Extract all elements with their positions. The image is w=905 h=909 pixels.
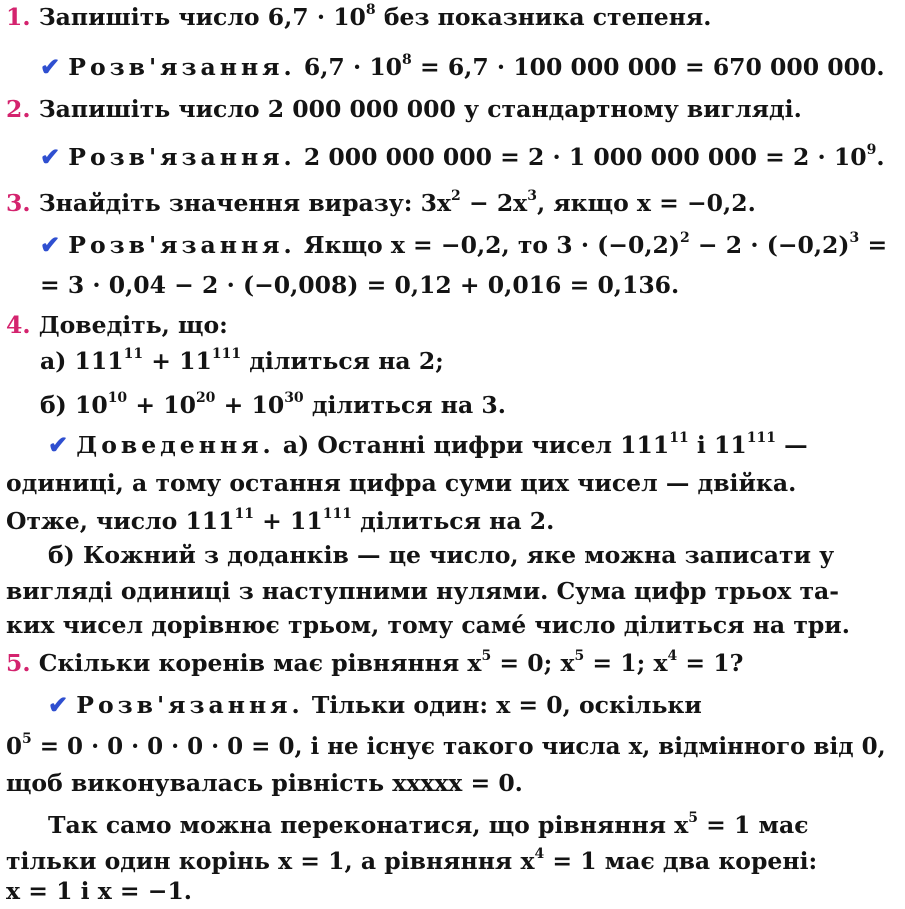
task-number: 1. xyxy=(6,3,31,31)
task-4-proof-b-line-3: ких чисел дорівнює трьом, тому самé число ділиться на три. xyxy=(6,611,850,639)
task-number: 4. xyxy=(6,311,31,339)
checkmark-icon: ✔ xyxy=(40,142,61,171)
task-1-solution: ✔ Розв'язання. $6,7 \cdot 10^8 = 6,7 \cdot 100$ 000 000 = 670 000 000. xyxy=(40,52,885,81)
task-3-solution: ✔ Розв'язання. Якщо x = −0,2, то $3 \cdot (-0,2)^2 - 2 \cdot (-0,2)^3$ = xyxy=(40,230,888,259)
task-4-proof-line-3: Отже, число $111^{11} + 11^{111}$ ділиться на 2. xyxy=(6,506,555,535)
task-1-statement: 1. Запишіть число $6,7 \cdot 10^8$ без показника степеня. xyxy=(6,2,712,31)
task-number: 2. xyxy=(6,95,31,123)
task-4-proof-b-line-2: вигляді одиниці з наступними нулями. Сума цифр трьох та- xyxy=(6,577,839,605)
solution-keyword: Розв'язання. xyxy=(76,691,304,719)
proof-keyword: Доведення. xyxy=(76,431,275,459)
task-2-solution: ✔ Розв'язання. 2 000 000 000 = 2 · 1 000 000 $000 = 2 \cdot 10^9$. xyxy=(40,142,885,171)
task-text: Запишіть число 6,7 · 10 xyxy=(38,3,366,31)
task-5-statement: 5. Скільки коренів має рівняння $x^5 = 0$; $x^5 = 1$; $x^4 = 1$? xyxy=(6,648,744,677)
task-2-statement: 2. Запишіть число 2 000 000 000 у стандартному вигляді. xyxy=(6,95,802,123)
task-3-statement: 3. Знайдіть значення виразу: $3x^2 - 2x^3$, якщо x = −0,2. xyxy=(6,188,756,217)
task-4-proof-line-1: ✔ Доведення. а) Останні цифри чисел $111^{11}$ і $11^{111}$ — xyxy=(48,430,808,459)
solution-keyword: Розв'язання. xyxy=(68,53,296,81)
task-number: 5. xyxy=(6,649,31,677)
task-5-solution-line-2: $0^5 = 0 \cdot 0 \cdot 0 \cdot 0 \cdot 0 = 0$, і не існує такого числа x, відмінного від 0, xyxy=(6,731,886,760)
task-5-paragraph-line-1: Так само можна переконатися, що рівняння $x^5 = 1$ має xyxy=(48,810,809,839)
task-4-part-b: б) $10^{10} + 10^{20} + 10^{30}$ ділиться на 3. xyxy=(40,390,506,419)
task-4-statement: 4. Доведіть, що: xyxy=(6,311,228,339)
task-5-solution-line-1: ✔ Розв'язання. Тільки один: x = 0, оскільки xyxy=(48,690,702,719)
checkmark-icon: ✔ xyxy=(40,52,61,81)
task-4-part-a: а) $111^{11} + 11^{111}$ ділиться на 2; xyxy=(40,346,444,375)
task-number: 3. xyxy=(6,189,31,217)
task-3-solution-continued: = 3 · 0,04 − 2 · (−0,008) = 0,12 + 0,016 = 0,136. xyxy=(40,271,680,299)
checkmark-icon: ✔ xyxy=(40,230,61,259)
solution-keyword: Розв'язання. xyxy=(68,143,296,171)
checkmark-icon: ✔ xyxy=(48,430,69,459)
task-5-paragraph-line-3: x = 1 і x = −1. xyxy=(6,877,192,905)
task-4-proof-b-line-1: б) Кожний з доданків — це число, яке можна записати у xyxy=(48,541,835,569)
task-5-solution-line-3: щоб виконувалась рівність xxxxx = 0. xyxy=(6,769,523,797)
task-4-proof-line-2: одиниці, а тому остання цифра суми цих чисел — двійка. xyxy=(6,469,797,497)
checkmark-icon: ✔ xyxy=(48,690,69,719)
task-5-paragraph-line-2: тільки один корінь x = 1, а рівняння $x^4 = 1$ має два корені: xyxy=(6,846,818,875)
solution-keyword: Розв'язання. xyxy=(68,231,296,259)
